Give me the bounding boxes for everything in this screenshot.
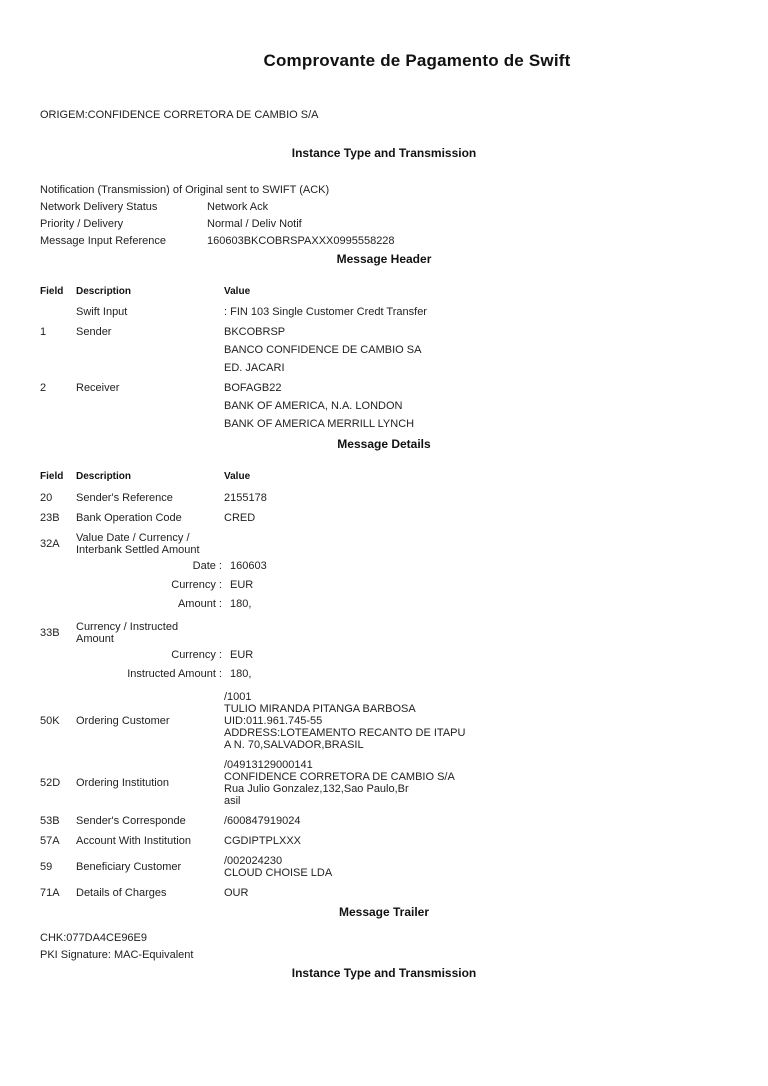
description-line: Details of Charges [76,887,167,899]
value-line: /002024230 [224,855,283,867]
transmission-row-value: Network Ack [207,201,269,213]
description-line: Receiver [76,382,120,394]
field-description [76,815,224,827]
field-value [224,303,728,321]
field-code: 23B [40,512,60,524]
value-line: ED. JACARI [224,362,285,374]
value-line: UID:011.961.745-55 [224,715,323,727]
transmission-row-label: Message Input Reference [40,235,166,247]
value-line: BOFAGB22 [224,382,282,394]
description-line: Sender's Reference [76,492,173,504]
detail-subrow [40,647,728,664]
table-row [40,855,728,879]
column-label-field: Field [40,471,64,482]
detail-subrow-value: 180, [230,668,252,680]
field-description [76,532,224,556]
description-line: Amount [76,633,114,645]
field-description [76,861,224,873]
detail-subrow [40,596,728,613]
detail-subrow-label: Date : [192,560,222,572]
field-code: 33B [40,627,60,639]
value-line: CONFIDENCE CORRETORA DE CAMBIO S/A [224,771,455,783]
field-code: 52D [40,777,61,789]
value-line: /600847919024 [224,815,301,827]
transmission-row [40,233,728,250]
field-description [76,715,224,727]
field-code [40,303,76,321]
field-value [224,492,728,504]
section-heading-instance-bottom: Instance Type and Transmission [291,966,477,980]
message-details-rows [40,492,728,899]
table-row [40,691,728,751]
field-value [224,379,728,433]
transmission-row [40,216,728,233]
transmission-row-value: 160603BKCOBRSPAXXX0995558228 [207,235,395,247]
field-code: 57A [40,835,60,847]
description-line: Ordering Customer [76,715,170,727]
value-line: TULIO MIRANDA PITANGA BARBOSA [224,703,416,715]
detail-subrow [40,666,728,683]
table-row [40,759,728,807]
column-label-value: Value [224,471,251,482]
section-heading-message-details: Message Details [337,437,431,451]
value-line: CLOUD CHOISE LDA [224,867,333,879]
field-description [76,323,224,377]
detail-subrow-value: 160603 [230,560,267,572]
column-label-value: Value [224,286,251,297]
detail-subrow [40,577,728,594]
section-heading-instance-top: Instance Type and Transmission [291,146,477,160]
field-code: 20 [40,492,53,504]
value-line: /04913129000141 [224,759,313,771]
trailer-block [40,930,728,964]
value-line: BKCOBRSP [224,326,286,338]
description-line: Beneficiary Customer [76,861,182,873]
section-heading-message-trailer: Message Trailer [338,905,430,919]
value-line: CRED [224,512,256,524]
table-row [40,887,728,899]
field-description [76,303,224,321]
field-description [76,887,224,899]
field-value [224,691,728,751]
value-line: ADDRESS:LOTEAMENTO RECANTO DE ITAPU [224,727,466,739]
description-line: Sender [76,326,112,338]
detail-subrow-label: Currency : [171,649,222,661]
field-description [76,621,224,645]
description-line: Swift Input [76,306,128,318]
field-description [76,379,224,433]
message-details-column-labels [40,470,728,484]
description-line: Bank Operation Code [76,512,182,524]
detail-subrow-value: 180, [230,598,252,610]
table-row [40,815,728,827]
transmission-row-label: Network Delivery Status [40,201,158,213]
detail-subrow [40,558,728,575]
transmission-notification: Notification (Transmission) of Original sent to SWIFT (ACK) [40,184,330,196]
message-header-rows [40,303,728,433]
description-line: Sender's Corresponde [76,815,186,827]
table-row [40,323,728,377]
transmission-row-value: Normal / Deliv Notif [207,218,302,230]
detail-subrow-label: Amount : [177,598,222,610]
field-value [224,887,728,899]
field-description [76,835,224,847]
description-line: Ordering Institution [76,777,169,789]
column-label-description: Description [76,471,132,482]
column-label-description: Description [76,286,132,297]
transmission-row-label: Priority / Delivery [40,218,124,230]
value-line: Rua Julio Gonzalez,132,Sao Paulo,Br [224,783,409,795]
detail-subrow-value: EUR [230,579,254,591]
field-code: 50K [40,715,60,727]
trailer-line: PKI Signature: MAC-Equivalent [40,949,194,961]
value-line: BANCO CONFIDENCE DE CAMBIO SA [224,344,422,356]
field-value [224,759,728,807]
field-code: 53B [40,815,60,827]
value-line: OUR [224,887,249,899]
value-line: BANK OF AMERICA MERRILL LYNCH [224,418,415,430]
field-description [76,777,224,789]
transmission-row [40,199,728,216]
field-value [224,835,728,847]
origin-line: ORIGEM:CONFIDENCE CORRETORA DE CAMBIO S/A [40,109,319,121]
table-row [40,835,728,847]
detail-subrow-label: Instructed Amount : [127,668,222,680]
field-code: 59 [40,861,53,873]
description-line: Account With Institution [76,835,191,847]
field-value [224,815,728,827]
value-line: BANK OF AMERICA, N.A. LONDON [224,400,403,412]
transmission-rows [40,199,728,250]
value-line: /1001 [224,691,252,703]
field-code: 71A [40,887,60,899]
column-label-field: Field [40,286,64,297]
field-description [76,492,224,504]
description-line: Interbank Settled Amount [76,544,200,556]
section-heading-message-header: Message Header [336,252,432,266]
value-line: asil [224,795,241,807]
value-line: CGDIPTPLXXX [224,835,302,847]
table-row [40,512,728,524]
field-description [76,512,224,524]
trailer-line: CHK:077DA4CE96E9 [40,932,148,944]
table-row [40,532,728,556]
field-code: 1 [40,326,47,338]
table-row [40,492,728,504]
field-code: 32A [40,538,60,550]
detail-subrow-value: EUR [230,649,254,661]
message-header-column-labels [40,285,728,299]
field-value [224,323,728,377]
table-row [40,303,728,321]
field-value [224,512,728,524]
detail-subrow-label: Currency : [171,579,222,591]
table-row [40,379,728,433]
value-line: A N. 70,SALVADOR,BRASIL [224,739,364,751]
description-line: Currency / Instructed [76,621,179,633]
description-line: Value Date / Currency / [76,532,190,544]
table-row [40,621,728,645]
field-value [224,855,728,879]
value-line: : FIN 103 Single Customer Credt Transfer [224,306,427,318]
field-code: 2 [40,382,47,394]
document-title: Comprovante de Pagamento de Swift [263,51,571,70]
value-line: 2155178 [224,492,267,504]
